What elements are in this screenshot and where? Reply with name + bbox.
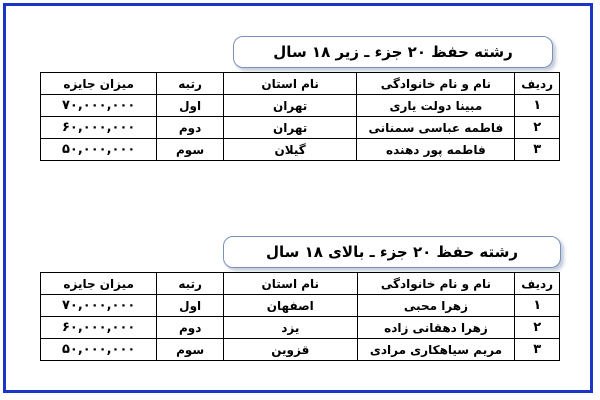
province: قزوین <box>223 339 357 361</box>
section-under-18 <box>40 36 560 161</box>
prize-amount: ۵۰,۰۰۰,۰۰۰ <box>41 339 157 361</box>
header-prize-amount: میزان جایزه <box>41 273 157 295</box>
table-header-row <box>41 273 560 295</box>
table-row <box>41 295 560 317</box>
prize-amount: ۷۰,۰۰۰,۰۰۰ <box>41 95 157 117</box>
row-number: ۱ <box>515 295 560 317</box>
winners-table <box>40 272 560 361</box>
province: تهران <box>223 117 357 139</box>
rank: دوم <box>157 117 224 139</box>
header-prize-amount: میزان جایزه <box>41 73 157 95</box>
row-number: ۳ <box>515 139 560 161</box>
section-title: رشته حفظ ۲۰ جزء ـ زیر ۱۸ سال <box>233 36 553 68</box>
row-number: ۳ <box>515 339 560 361</box>
header-row-number: ردیف <box>515 273 560 295</box>
table-row <box>41 117 560 139</box>
full-name: فاطمه پور دهنده <box>357 139 515 161</box>
row-number: ۲ <box>515 117 560 139</box>
header-full-name: نام و نام خانوادگی <box>357 273 515 295</box>
full-name: زهرا محبی <box>357 295 515 317</box>
row-number: ۱ <box>515 95 560 117</box>
rank: اول <box>157 95 224 117</box>
full-name: فاطمه عباسی سمنانی <box>357 117 515 139</box>
full-name: مبینا دولت یاری <box>357 95 515 117</box>
province: تهران <box>223 95 357 117</box>
prize-amount: ۵۰,۰۰۰,۰۰۰ <box>41 139 157 161</box>
table-row <box>41 95 560 117</box>
table-row <box>41 139 560 161</box>
header-full-name: نام و نام خانوادگی <box>357 73 515 95</box>
full-name: مریم سیاهکاری مرادی <box>357 339 515 361</box>
province: گیلان <box>223 139 357 161</box>
prize-amount: ۶۰,۰۰۰,۰۰۰ <box>41 117 157 139</box>
header-rank: رتبه <box>157 73 224 95</box>
section-over-18 <box>40 236 560 361</box>
prize-amount: ۷۰,۰۰۰,۰۰۰ <box>41 295 157 317</box>
header-row-number: ردیف <box>515 73 560 95</box>
full-name: زهرا دهقانی زاده <box>357 317 515 339</box>
section-title: رشته حفظ ۲۰ جزء ـ بالای ۱۸ سال <box>223 236 561 268</box>
rank: سوم <box>157 339 224 361</box>
prize-amount: ۶۰,۰۰۰,۰۰۰ <box>41 317 157 339</box>
header-province: نام استان <box>223 73 357 95</box>
rank: اول <box>157 295 224 317</box>
table-header-row <box>41 73 560 95</box>
province: یزد <box>223 317 357 339</box>
table-row <box>41 339 560 361</box>
header-province: نام استان <box>223 273 357 295</box>
table-row <box>41 317 560 339</box>
rank: دوم <box>157 317 224 339</box>
province: اصفهان <box>223 295 357 317</box>
row-number: ۲ <box>515 317 560 339</box>
rank: سوم <box>157 139 224 161</box>
header-rank: رتبه <box>157 273 224 295</box>
winners-table <box>40 72 560 161</box>
